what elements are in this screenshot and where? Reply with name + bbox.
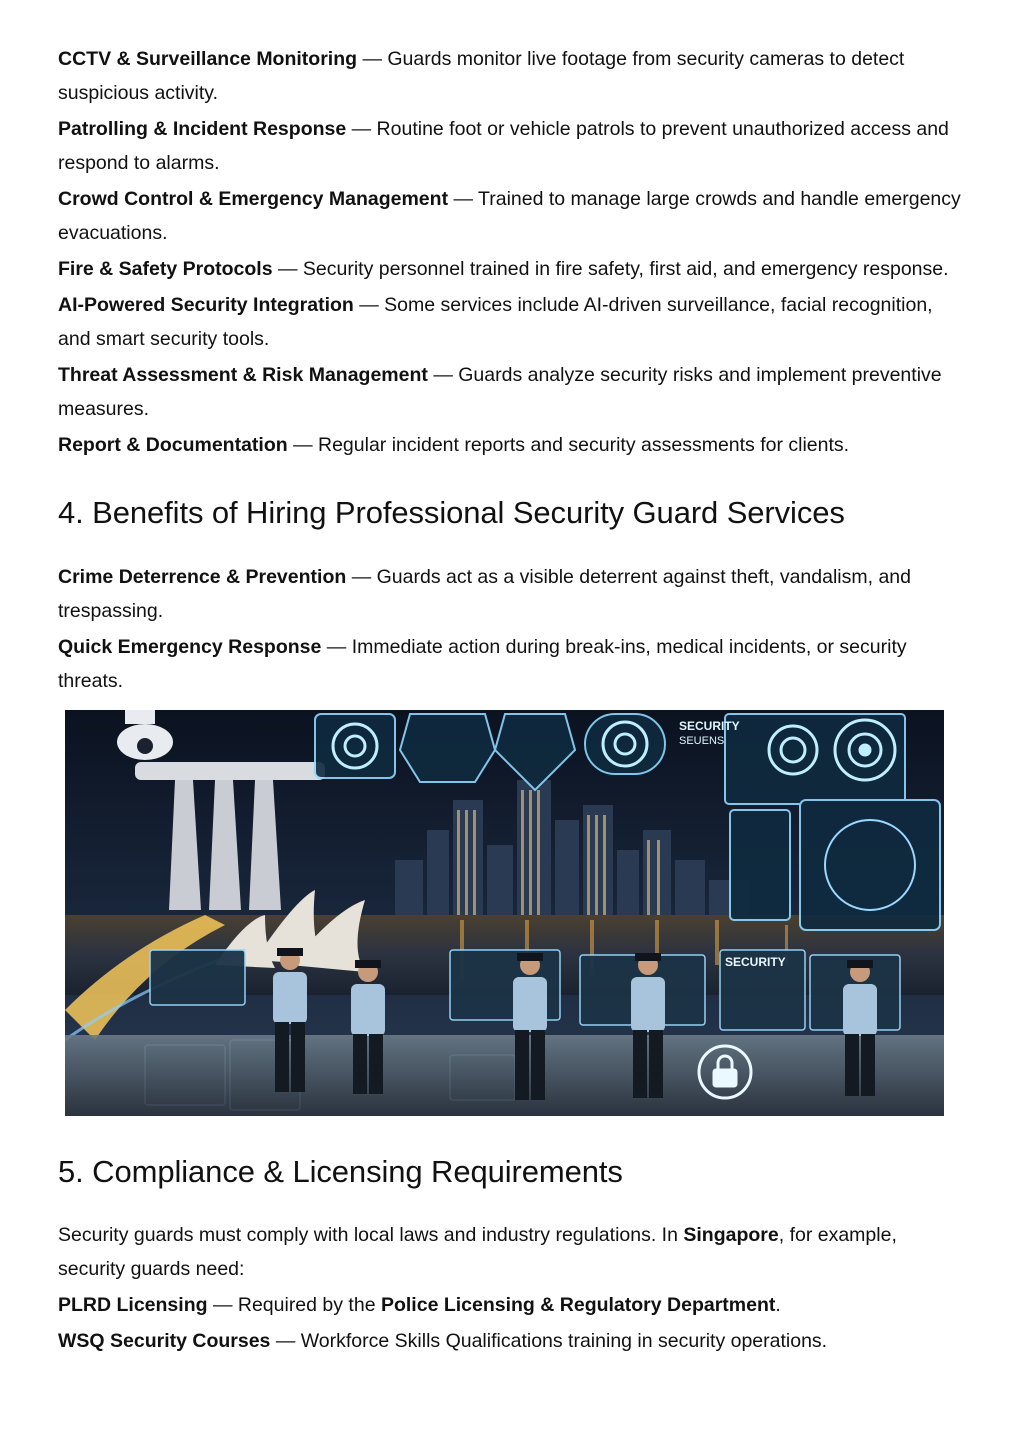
item-term: Crowd Control & Emergency Management	[58, 188, 449, 210]
item-term: AI-Powered Security Integration	[58, 294, 354, 316]
list-item	[58, 182, 968, 250]
intro-text-end: , for example, security guards need:	[58, 1224, 897, 1280]
list-item	[58, 358, 968, 426]
item-term: Quick Emergency Response	[58, 636, 322, 658]
item-term: CCTV & Surveillance Monitoring	[58, 48, 358, 70]
hud-label-seuens: SEUENS	[679, 735, 725, 747]
item-description: — Guards monitor live footage from security cameras to detect suspicious activity.	[58, 48, 905, 104]
list-item	[58, 560, 968, 628]
security-hero-image	[65, 710, 944, 1116]
item-description: — Workforce Skills Qualifications training in security operations.	[270, 1330, 828, 1352]
control-console	[65, 1035, 944, 1116]
intro-paragraph	[58, 1218, 968, 1286]
section-heading: 5. Compliance & Licensing Requirements	[58, 1154, 623, 1189]
section-heading: 4. Benefits of Hiring Professional Security Guard Services	[58, 495, 845, 530]
item-term: Crime Deterrence & Prevention	[58, 566, 347, 588]
item-term: Patrolling & Incident Response	[58, 118, 347, 140]
item-description: — Regular incident reports and security assessments for clients.	[287, 434, 850, 456]
item-bold: Police Licensing & Regulatory Department	[380, 1294, 776, 1316]
list-item	[58, 252, 968, 286]
monitor-label-security: SECURITY	[725, 955, 786, 969]
item-description: — Routine foot or vehicle patrols to prevent unauthorized access and respond to alarms.	[58, 118, 949, 174]
item-description: — Trained to manage large crowds and handle emergency evacuations.	[58, 188, 961, 244]
item-term: PLRD Licensing	[58, 1294, 208, 1316]
intro-text: Security guards must comply with local laws and industry regulations. In	[58, 1224, 684, 1246]
list-item	[58, 1288, 968, 1322]
item-description-end: .	[775, 1294, 781, 1316]
list-item	[58, 428, 968, 462]
item-description: — Guards analyze security risks and implement preventive measures.	[58, 364, 942, 420]
item-description: — Immediate action during break-ins, medical incidents, or security threats.	[58, 636, 907, 692]
list-item	[58, 288, 968, 356]
item-description: — Some services include AI-driven surveillance, facial recognition, and smart security tools.	[58, 294, 933, 350]
item-description: — Required by the	[207, 1294, 381, 1316]
item-term: Fire & Safety Protocols	[58, 258, 273, 280]
list-item	[58, 630, 968, 698]
item-term: WSQ Security Courses	[58, 1330, 271, 1352]
item-description: — Security personnel trained in fire safety, first aid, and emergency response.	[272, 258, 949, 280]
list-item	[58, 1324, 968, 1358]
list-item	[58, 112, 968, 180]
item-description: — Guards act as a visible deterrent against theft, vandalism, and trespassing.	[58, 566, 911, 622]
item-term: Threat Assessment & Risk Management	[58, 364, 428, 386]
hud-label-security: SECURITY	[679, 719, 740, 733]
list-item	[58, 42, 968, 110]
intro-bold: Singapore	[683, 1224, 779, 1246]
item-term: Report & Documentation	[58, 434, 288, 456]
document-page	[58, 42, 968, 1358]
